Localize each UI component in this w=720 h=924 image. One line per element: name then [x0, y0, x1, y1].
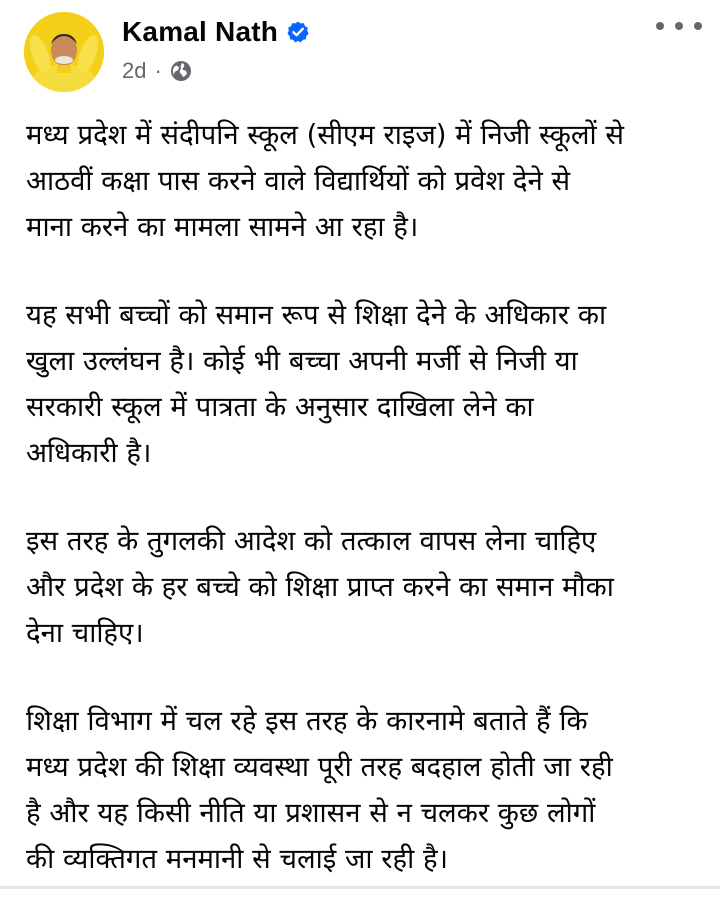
text-line: सरकारी स्कूल में पात्रता के अनुसार दाखिला लेने का — [26, 391, 534, 423]
post-divider — [0, 886, 720, 889]
post-meta — [122, 56, 192, 86]
text-line: अधिकारी है। — [26, 437, 152, 469]
more-options-icon[interactable] — [656, 14, 702, 38]
more-dot — [656, 22, 664, 30]
text-line: और प्रदेश के हर बच्चे को शिक्षा प्राप्त करने का समान मौका — [26, 571, 614, 603]
avatar-photo — [24, 12, 104, 92]
post-text — [26, 112, 698, 924]
text-line: खुला उल्लंघन है। कोई भी बच्चा अपनी मर्जी से निजी या — [26, 345, 578, 377]
post-time[interactable]: 2d — [122, 58, 147, 83]
author-avatar[interactable] — [24, 12, 104, 92]
more-dot — [675, 22, 683, 30]
text-line: आठवीं कक्षा पास करने वाले विद्यार्थियों को प्रवेश देने से — [26, 165, 571, 197]
text-line: शिक्षा विभाग में चल रहे इस तरह के कारनामे बताते हैं कि — [26, 705, 588, 737]
text-line: यह सभी बच्चों को समान रूप से शिक्षा देने के अधिकार का — [26, 299, 607, 331]
author-line — [122, 14, 310, 50]
text-line: माना करने का मामला सामने आ रहा है। — [26, 211, 419, 243]
verified-badge-icon — [286, 20, 310, 44]
paragraph-4 — [26, 698, 698, 882]
text-line: देना चाहिए। — [26, 617, 144, 649]
more-dot — [694, 22, 702, 30]
text-line: है और यह किसी नीति या प्रशासन से न चलकर कुछ लोगों — [26, 797, 596, 829]
paragraph-2 — [26, 292, 698, 476]
text-line: मध्य प्रदेश में संदीपनि स्कूल (सीएम राइज) में निजी स्कूलों से — [26, 119, 624, 151]
text-line: मध्य प्रदेश की शिक्षा व्यवस्था पूरी तरह बदहाल होती जा रही — [26, 751, 613, 783]
post-header — [0, 0, 720, 100]
meta-separator: · — [154, 58, 162, 83]
paragraph-3 — [26, 518, 698, 656]
paragraph-1 — [26, 112, 698, 250]
text-line: इस तरह के तुगलकी आदेश को तत्काल वापस लेना चाहिए — [26, 525, 597, 557]
globe-icon[interactable] — [170, 60, 192, 82]
author-name[interactable]: Kamal Nath — [122, 16, 279, 47]
text-line: की व्यक्तिगत मनमानी से चलाई जा रही है। — [26, 843, 448, 875]
